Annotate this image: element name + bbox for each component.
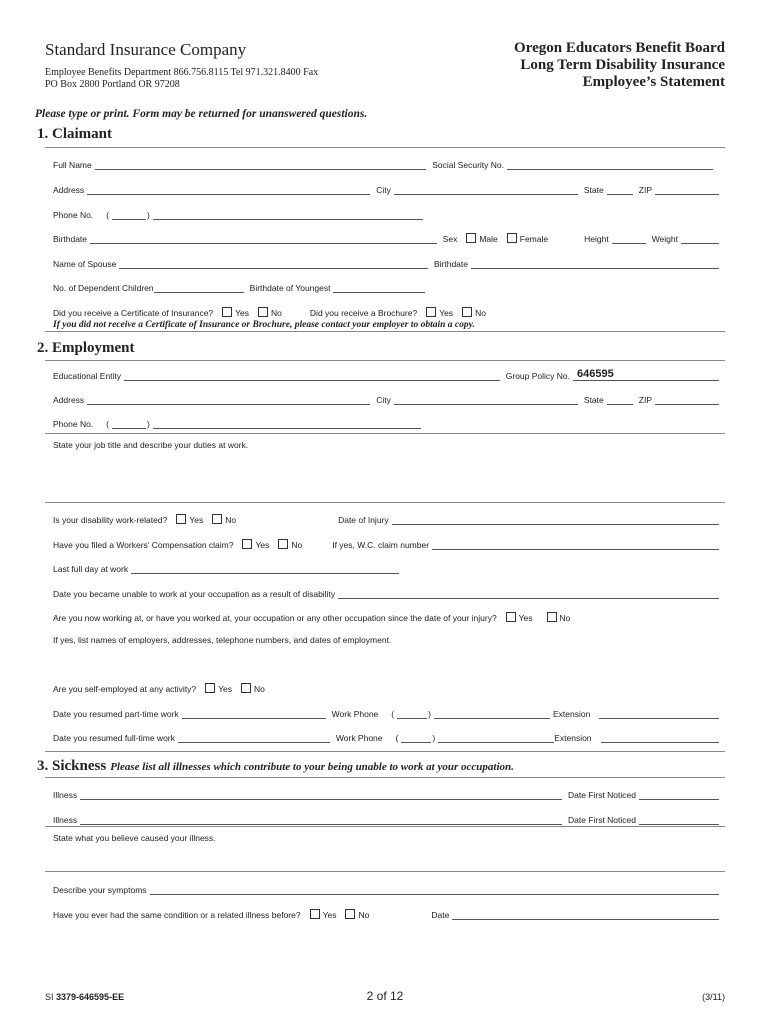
wc-number-label: If yes, W.C. claim number — [332, 540, 430, 550]
birthdate-field[interactable] — [90, 234, 437, 244]
emp-city-label: City — [376, 395, 391, 405]
dependents-field[interactable] — [154, 283, 244, 293]
address-field[interactable] — [87, 185, 370, 195]
emp-phone-label: Phone No. — [53, 419, 94, 429]
state-field[interactable] — [607, 185, 633, 195]
entity-label: Educational Entity — [53, 371, 122, 381]
emp-phone-field[interactable] — [153, 419, 421, 429]
cause-box[interactable] — [45, 826, 725, 872]
work-related-yes-checkbox[interactable] — [176, 514, 186, 524]
policy-field[interactable] — [573, 368, 719, 381]
phone-field[interactable] — [153, 210, 423, 220]
working-question: Are you now working at, or have you worked at, your occupation or any other occupation since the date of your injury? — [53, 613, 497, 623]
self-employed-question: Are you self-employed at any activity? — [53, 684, 197, 694]
work-related-yes-label: Yes — [189, 515, 204, 525]
part-time-close-paren: ) — [428, 709, 431, 719]
emp-zip-field[interactable] — [655, 395, 719, 405]
full-name-field[interactable] — [95, 160, 426, 170]
cause-label: State what you believe caused your illness. — [53, 833, 216, 843]
phone-open-paren: ( — [106, 210, 110, 220]
injury-date-field[interactable] — [392, 515, 719, 525]
illness-1-date-label: Date First Noticed — [567, 790, 636, 800]
section-employment — [45, 360, 725, 752]
zip-label: ZIP — [638, 185, 652, 195]
emp-zip-label: ZIP — [638, 395, 652, 405]
part-time-label: Date you resumed part-time work — [53, 709, 179, 719]
emp-phone-area-field[interactable] — [112, 419, 146, 429]
work-related-no-checkbox[interactable] — [212, 514, 222, 524]
full-time-area-field[interactable] — [401, 733, 431, 743]
full-time-label: Date you resumed full-time work — [53, 733, 175, 743]
full-time-open-paren: ( — [395, 733, 399, 743]
illness-1-field[interactable] — [80, 790, 562, 800]
wc-question: Have you filed a Workers’ Compensation claim? — [53, 540, 234, 550]
emp-state-label: State — [583, 395, 604, 405]
list-employers-label: If yes, list names of employers, addresses, telephone numbers, and dates of employment. — [53, 635, 392, 645]
female-label: Female — [519, 234, 549, 244]
section-sickness-title — [37, 758, 514, 775]
self-employed-no-checkbox[interactable] — [241, 683, 251, 693]
certificate-question: Did you receive a Certificate of Insurance? — [53, 308, 214, 318]
wc-number-field[interactable] — [432, 540, 719, 550]
male-checkbox[interactable] — [466, 233, 476, 243]
state-label: State — [583, 185, 604, 195]
emp-phone-close-paren: ) — [147, 419, 150, 429]
form-title-line1: Oregon Educators Benefit Board — [514, 40, 725, 56]
section-sickness — [45, 777, 725, 928]
same-condition-question: Have you ever had the same condition or a related illness before? — [53, 910, 301, 920]
address-label: Address — [53, 185, 85, 195]
last-day-label: Last full day at work — [53, 564, 129, 574]
illness-2-label: Illness — [53, 815, 78, 825]
full-time-extension-label: Extension — [554, 733, 592, 743]
form-number-prefix: SI — [45, 992, 57, 1002]
same-condition-yes-label: Yes — [322, 910, 337, 920]
full-time-field[interactable] — [178, 733, 330, 743]
certificate-yes-label: Yes — [235, 308, 250, 318]
same-condition-no-label: No — [358, 910, 370, 920]
wc-yes-label: Yes — [255, 540, 270, 550]
symptoms-field[interactable] — [150, 885, 719, 895]
city-label: City — [376, 185, 391, 195]
section-claimant — [45, 147, 725, 332]
spouse-field[interactable] — [119, 259, 428, 269]
height-label: Height — [584, 234, 609, 244]
emp-state-field[interactable] — [607, 395, 633, 405]
youngest-label: Birthdate of Youngest — [249, 283, 331, 293]
section-employment-title: 2. Employment — [37, 340, 135, 356]
policy-value: 646595 — [577, 368, 614, 380]
illness-2-field[interactable] — [80, 815, 562, 825]
dept-line: Employee Benefits Department 866.756.8115 Tel 971.321.8400 Fax — [45, 67, 319, 78]
work-related-no-label: No — [225, 515, 237, 525]
certificate-note: If you did not receive a Certificate of Insurance or Brochure, please contact your employer to obtain a copy. — [53, 320, 475, 330]
sickness-subtitle: Please list all illnesses which contribute to your being unable to work at your occupation. — [110, 761, 514, 773]
full-time-extension-field[interactable] — [601, 733, 719, 743]
company-name: Standard Insurance Company — [45, 40, 247, 59]
self-employed-yes-label: Yes — [218, 684, 233, 694]
working-yes-label: Yes — [518, 613, 533, 623]
full-time-phone-field[interactable] — [438, 733, 554, 743]
policy-label: Group Policy No. — [505, 371, 570, 381]
working-yes-checkbox[interactable] — [506, 612, 516, 622]
working-no-label: No — [559, 613, 571, 623]
illness-2-date-label: Date First Noticed — [567, 815, 636, 825]
illness-1-date-field[interactable] — [639, 790, 719, 800]
part-time-extension-label: Extension — [552, 709, 591, 719]
duties-label: State your job title and describe your duties at work. — [53, 440, 249, 450]
part-time-open-paren: ( — [391, 709, 395, 719]
part-time-area-field[interactable] — [397, 709, 427, 719]
brochure-question: Did you receive a Brochure? — [309, 308, 418, 318]
same-condition-date-field[interactable] — [452, 910, 719, 920]
weight-field[interactable] — [681, 234, 719, 244]
entity-field[interactable] — [124, 371, 500, 381]
symptoms-label: Describe your symptoms — [53, 885, 147, 895]
part-time-field[interactable] — [182, 709, 326, 719]
full-name-label: Full Name — [53, 160, 92, 170]
emp-address-field[interactable] — [87, 395, 370, 405]
revision-date: (3/11) — [702, 992, 725, 1002]
illness-1-label: Illness — [53, 790, 78, 800]
youngest-field[interactable] — [333, 283, 425, 293]
full-time-work-phone-label: Work Phone — [335, 733, 383, 743]
brochure-yes-label: Yes — [439, 308, 454, 318]
duties-box[interactable] — [45, 433, 725, 503]
self-employed-no-label: No — [254, 684, 265, 694]
phone-label: Phone No. — [53, 210, 94, 220]
ssn-label: Social Security No. — [432, 160, 504, 170]
zip-field[interactable] — [655, 185, 719, 195]
certificate-no-label: No — [271, 308, 282, 318]
ssn-field[interactable] — [507, 160, 713, 170]
emp-city-field[interactable] — [394, 395, 578, 405]
work-related-question: Is your disability work-related? — [53, 515, 168, 525]
wc-yes-checkbox[interactable] — [242, 539, 252, 549]
phone-close-paren: ) — [147, 210, 150, 220]
form-number-value: 3379-646595-EE — [56, 992, 125, 1002]
po-box-line: PO Box 2800 Portland OR 97208 — [45, 79, 180, 90]
part-time-extension-field[interactable] — [599, 709, 719, 719]
part-time-work-phone-label: Work Phone — [331, 709, 379, 719]
injury-date-label: Date of Injury — [338, 515, 389, 525]
emp-phone-open-paren: ( — [106, 419, 110, 429]
section-claimant-title: 1. Claimant — [37, 126, 112, 142]
dependents-label: No. of Dependent Children — [53, 283, 154, 293]
male-label: Male — [479, 234, 498, 244]
emp-address-label: Address — [53, 395, 85, 405]
female-checkbox[interactable] — [507, 233, 517, 243]
sickness-title: 3. Sickness — [37, 758, 107, 774]
spouse-label: Name of Spouse — [53, 259, 117, 269]
spouse-birthdate-field[interactable] — [471, 259, 719, 269]
full-time-close-paren: ) — [432, 733, 436, 743]
form-title-line3: Employee’s Statement — [582, 74, 725, 90]
same-condition-yes-checkbox[interactable] — [310, 909, 320, 919]
sex-label: Sex — [442, 234, 458, 244]
self-employed-yes-checkbox[interactable] — [205, 683, 215, 693]
page-number: 2 of 12 — [366, 989, 404, 1003]
working-no-checkbox[interactable] — [547, 612, 557, 622]
illness-2-date-field[interactable] — [639, 815, 719, 825]
same-condition-no-checkbox[interactable] — [345, 909, 355, 919]
part-time-phone-field[interactable] — [434, 709, 550, 719]
last-day-field[interactable] — [131, 564, 399, 574]
same-condition-date-label: Date — [431, 910, 450, 920]
brochure-no-label: No — [475, 308, 486, 318]
city-field[interactable] — [394, 185, 578, 195]
wc-no-label: No — [291, 540, 303, 550]
instructions: Please type or print. Form may be returned for unanswered questions. — [35, 108, 368, 120]
height-field[interactable] — [612, 234, 646, 244]
unable-date-field[interactable] — [338, 589, 719, 599]
weight-label: Weight — [651, 234, 678, 244]
spouse-birthdate-label: Birthdate — [433, 259, 468, 269]
phone-area-field[interactable] — [112, 210, 146, 220]
form-title — [514, 40, 725, 91]
form-title-line2: Long Term Disability Insurance — [520, 57, 725, 73]
birthdate-label: Birthdate — [53, 234, 88, 244]
wc-no-checkbox[interactable] — [278, 539, 288, 549]
unable-date-label: Date you became unable to work at your occupation as a result of disability — [53, 589, 336, 599]
